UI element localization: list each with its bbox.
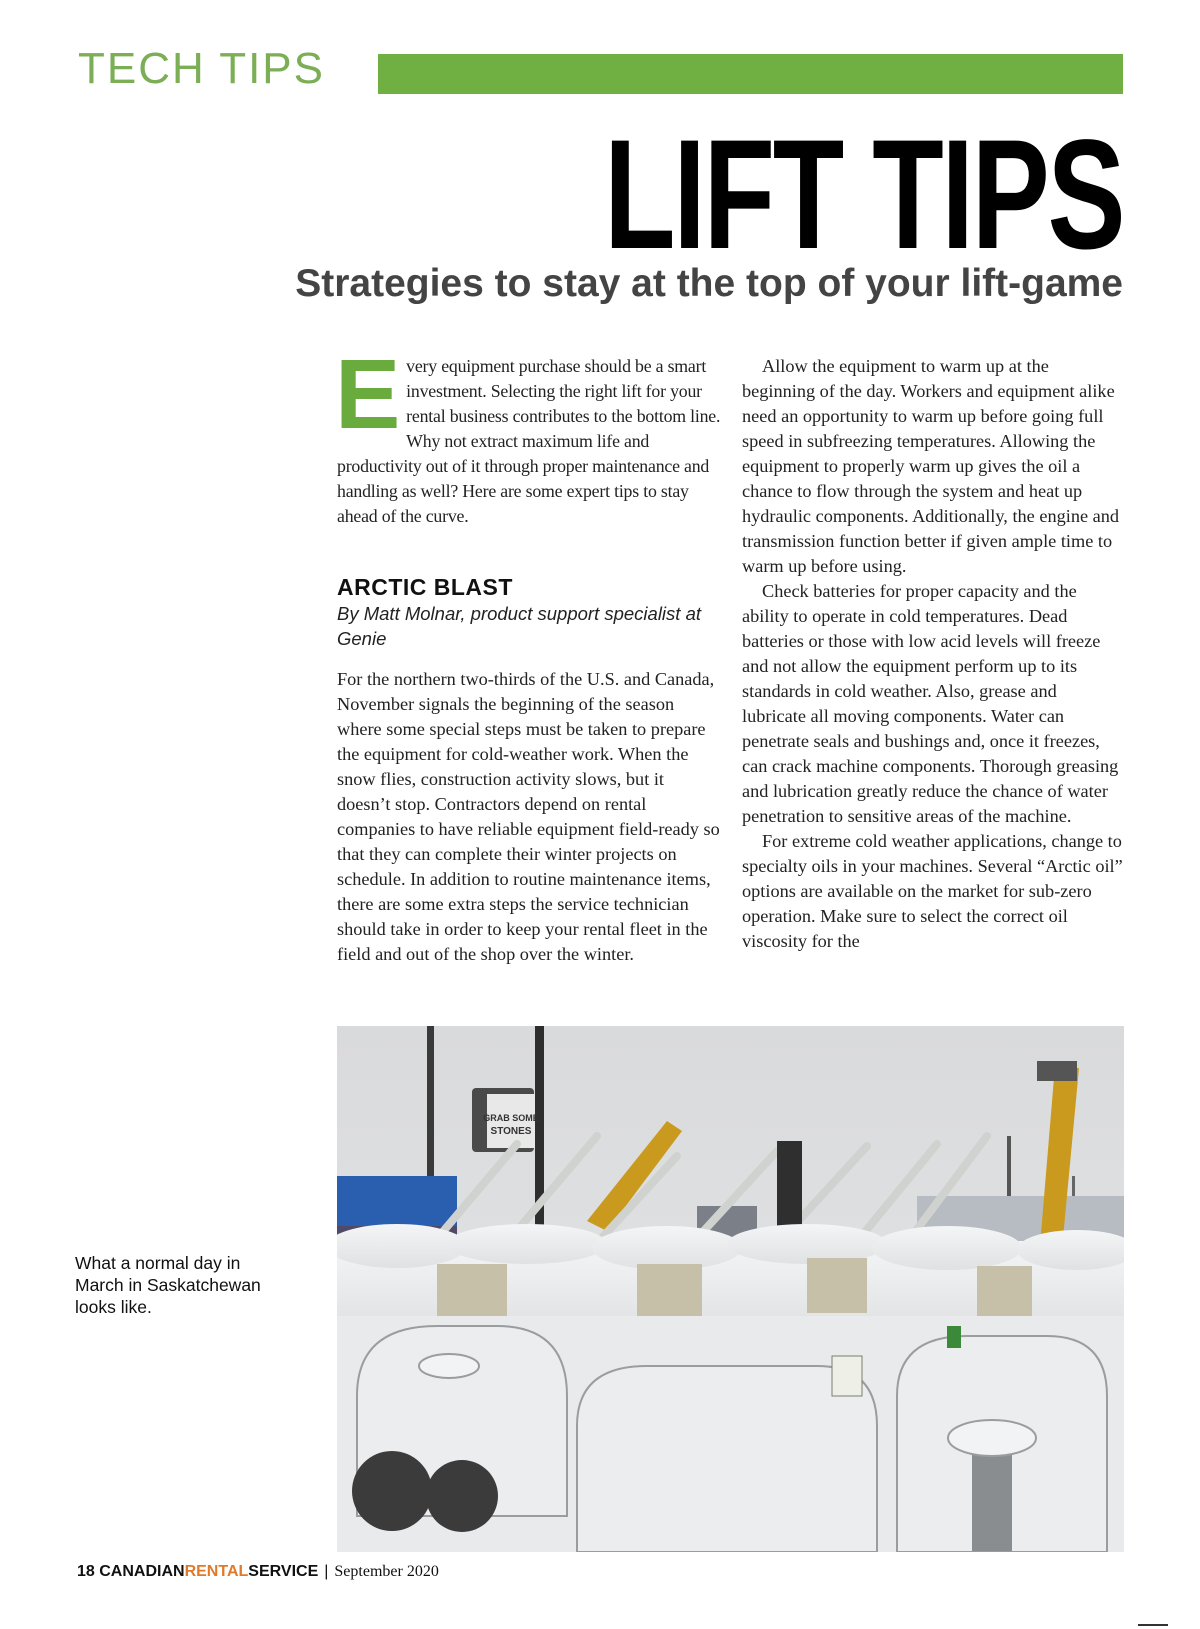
body-paragraph: For the northern two-thirds of the U.S. and Canada, November signals the beginning of the season where some special steps must be taken to prepare the equipment for cold-weather work. When the snow flies, construction activity slows, but it doesn’t stop. Contractors depend on rental companies to have reliable equipment field-ready so that they can complete their winter projects on schedule. In addition to routine maintenance items, there are some extra steps the service technician should take in order to keep your rental fleet in the field and out of the shop over the winter.	[337, 669, 720, 964]
body-paragraph: Allow the equipment to warm up at the beginning of the day. Workers and equipment alike need an opportunity to warm up before going full speed in subfreezing temperatures. Allowing the equipment to properly warm up gives the oil a chance to flow through the system and heat up hydraulic components. Additionally, the engine and transmission function better if given ample time to warm up before using.	[742, 356, 1120, 576]
article-column-2	[742, 354, 1123, 954]
brand-part3: SERVICE	[248, 1563, 319, 1580]
body-paragraph: For extreme cold weather applications, change to specialty oils in your machines. Several “Arctic oil” options are available on the market for sub-zero operation. Make sure to select the correct oil viscosity for the	[742, 831, 1123, 951]
section-label: TECH TIPS	[78, 44, 326, 93]
headline: LIFT TIPS	[603, 108, 1123, 282]
section-bar	[378, 54, 1123, 94]
corner-mark	[1138, 1624, 1168, 1626]
brand-part1: CANADIAN	[99, 1563, 185, 1580]
subheadline: Strategies to stay at the top of your lift-game	[295, 262, 1123, 305]
intro-paragraph	[335, 339, 722, 529]
subsection-heading: ARCTIC BLAST	[337, 574, 513, 600]
snow-equipment-photo	[337, 1026, 1124, 1552]
photo-caption: What a normal day in March in Saskatchewan looks like.	[75, 1253, 261, 1317]
page-footer	[77, 1563, 439, 1581]
byline: By Matt Molnar, product support specialist at Genie	[337, 603, 702, 649]
footer-separator: |	[324, 1563, 329, 1580]
drop-cap: E	[335, 339, 401, 449]
brand-part2: RENTAL	[184, 1563, 249, 1580]
issue-date: September 2020	[334, 1563, 439, 1580]
body-paragraph: Check batteries for proper capacity and the ability to operate in cold temperatures. Dead batteries or those with low acid levels will freeze and not allow the equipment perform up to its standards in cold weather. Also, grease and lubricate all moving components. Water can penetrate seals and bushings and, once it freezes, can crack machine components. Thorough greasing and lubrication greatly reduce the chance of water penetration to sensitive areas of the machine.	[742, 581, 1119, 826]
article-column-1	[335, 339, 722, 967]
sign-text-line1: GRAB SOME	[483, 1113, 539, 1123]
intro-text: very equipment purchase should be a smart investment. Selecting the right lift for your rental business contributes to the bottom line. Why not extract maximum life and productivity out of it through proper maintenance and handling as well? Here are some expert tips to stay ahead of the curve.	[337, 356, 721, 526]
sign-text-line2: STONES	[490, 1126, 532, 1137]
page-number: 18	[77, 1563, 95, 1580]
